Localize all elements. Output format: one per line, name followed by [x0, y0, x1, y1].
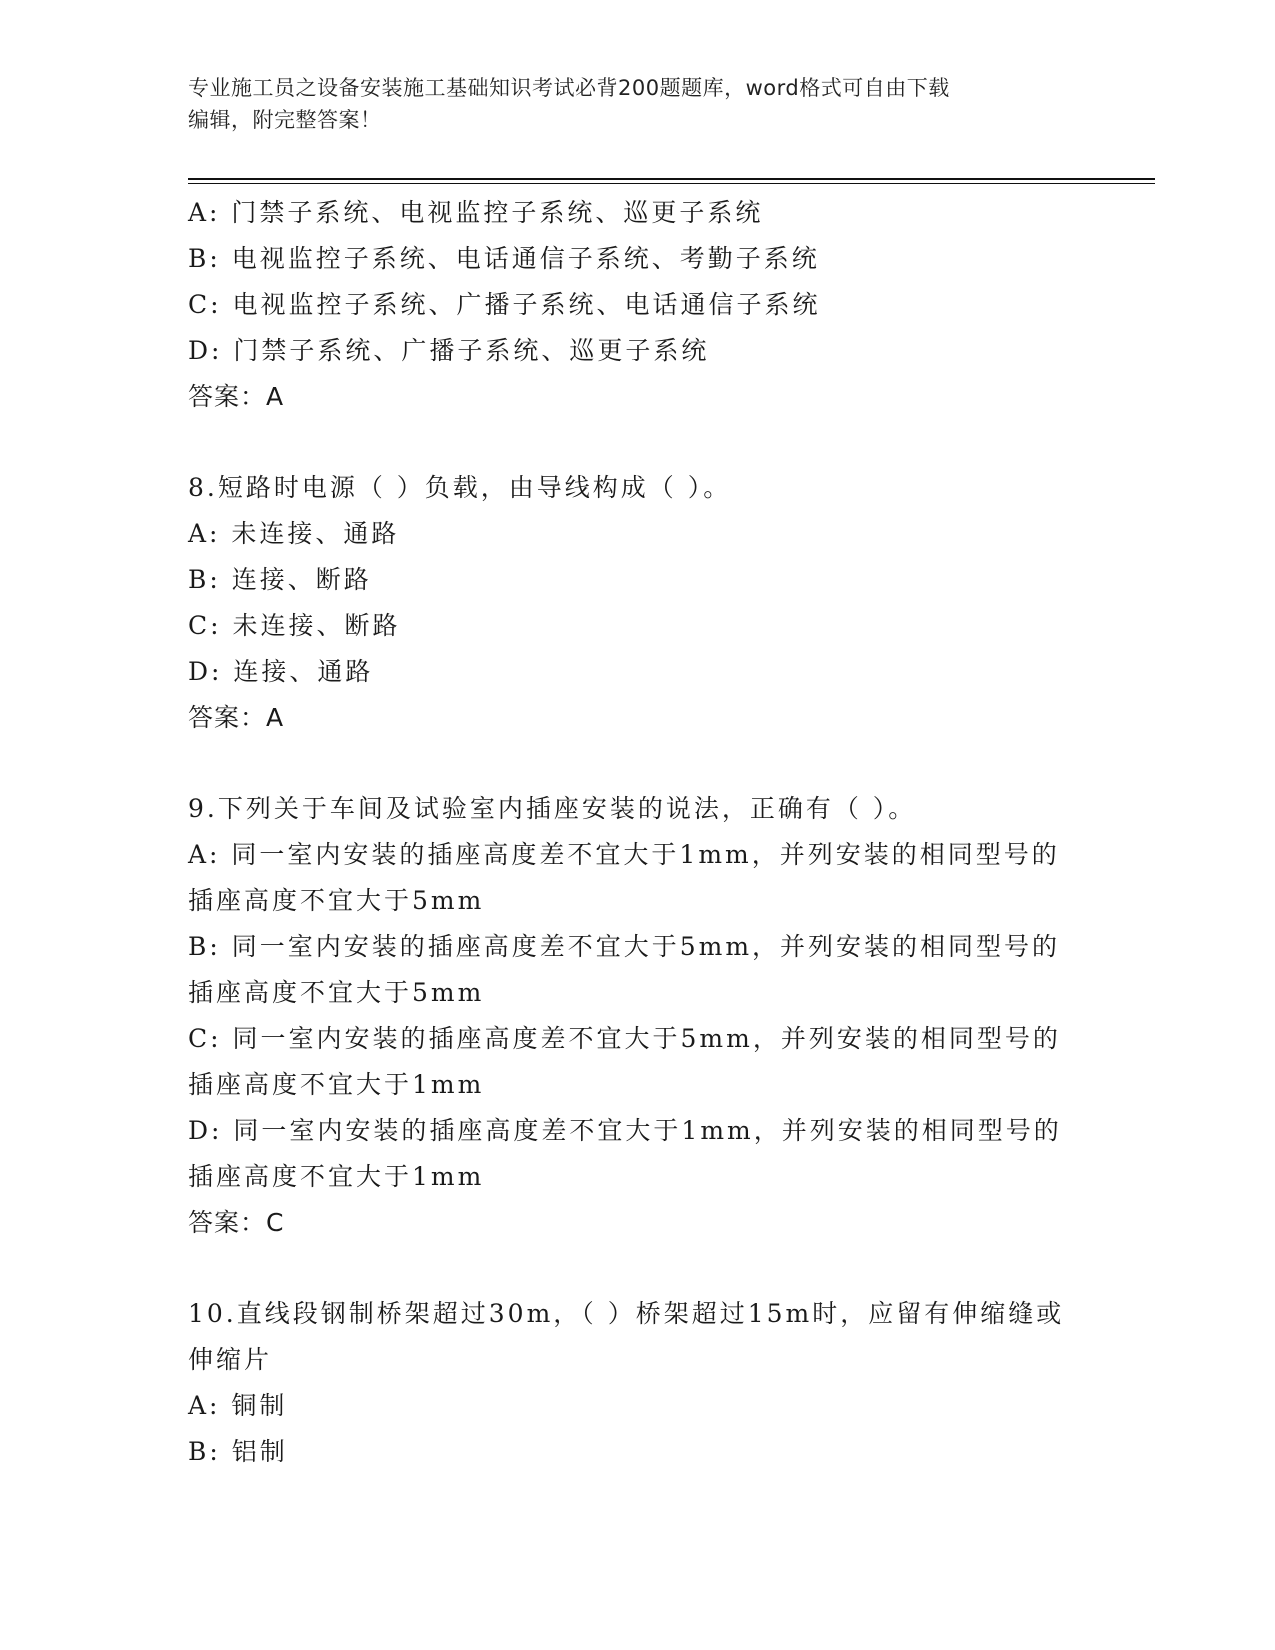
option-b: B: 同一室内安装的插座高度差不宜大于5mm，并列安装的相同型号的: [188, 932, 1061, 961]
answer-line: 答案：A: [188, 703, 285, 732]
option-c: C: 同一室内安装的插座高度差不宜大于5mm，并列安装的相同型号的: [188, 1024, 1061, 1053]
option-b: B: 电视监控子系统、电话通信子系统、考勤子系统: [188, 244, 820, 273]
option-a: A: 门禁子系统、电视监控子系统、巡更子系统: [188, 198, 764, 227]
question-text: 9.下列关于车间及试验室内插座安装的说法，正确有（ ）。: [188, 794, 917, 823]
header-divider-thick: [188, 178, 1155, 180]
option-b-continued: 插座高度不宜大于5mm: [188, 978, 485, 1007]
header-line-1: 专业施工员之设备安装施工基础知识考试必背200题题库，word格式可自由下载: [188, 76, 950, 100]
question-text: 8.短路时电源（ ）负载，由导线构成（ ）。: [188, 473, 732, 502]
header-divider-thin: [188, 183, 1155, 184]
option-c: C: 电视监控子系统、广播子系统、电话通信子系统: [188, 290, 821, 319]
question-content: [188, 190, 1088, 1475]
question-8: [188, 465, 1088, 741]
option-a: A: 铜制: [188, 1391, 288, 1420]
option-b: B: 铝制: [188, 1437, 288, 1466]
question-spacer: [188, 420, 1088, 465]
option-a: A: 同一室内安装的插座高度差不宜大于1mm，并列安装的相同型号的: [188, 840, 1060, 869]
answer-line: 答案：C: [188, 1208, 285, 1237]
option-a-continued: 插座高度不宜大于5mm: [188, 886, 485, 915]
question-text-continued: 伸缩片: [188, 1345, 273, 1374]
header-line-2: 编辑，附完整答案！: [188, 108, 382, 132]
question-9: [188, 786, 1088, 1246]
question-10: [188, 1291, 1088, 1475]
question-7: [188, 190, 1088, 420]
option-c: C: 未连接、断路: [188, 611, 401, 640]
option-d: D: 门禁子系统、广播子系统、巡更子系统: [188, 336, 710, 365]
option-d-continued: 插座高度不宜大于1mm: [188, 1162, 485, 1191]
option-d: D: 连接、通路: [188, 657, 374, 686]
question-spacer: [188, 1246, 1088, 1291]
option-d: D: 同一室内安装的插座高度差不宜大于1mm，并列安装的相同型号的: [188, 1116, 1062, 1145]
document-header: [188, 72, 1068, 136]
question-spacer: [188, 741, 1088, 786]
answer-line: 答案：A: [188, 382, 285, 411]
option-a: A: 未连接、通路: [188, 519, 400, 548]
question-text: 10.直线段钢制桥架超过30m，（ ）桥架超过15m时，应留有伸缩缝或: [188, 1299, 1065, 1328]
option-c-continued: 插座高度不宜大于1mm: [188, 1070, 485, 1099]
option-b: B: 连接、断路: [188, 565, 372, 594]
